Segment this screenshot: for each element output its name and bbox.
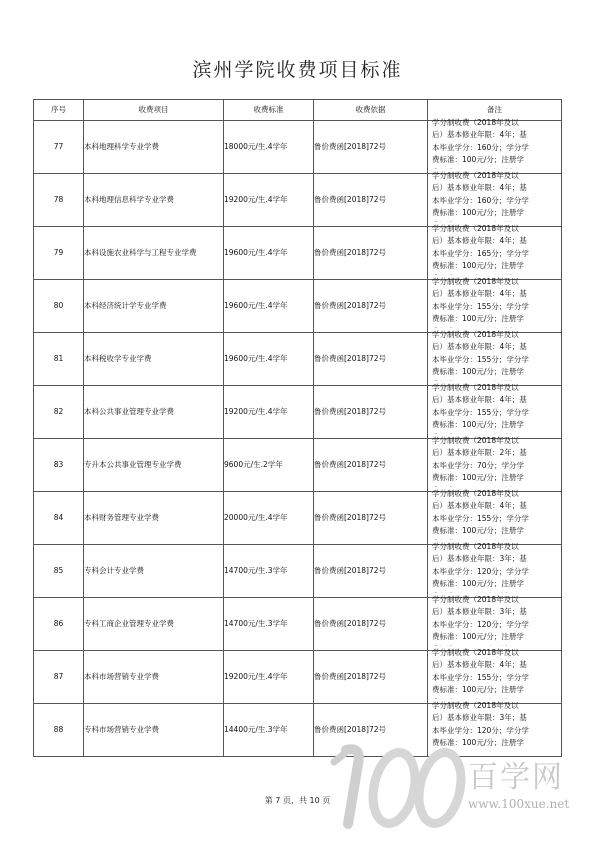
cell-standard: 9600元/生.2学年 [224, 439, 314, 492]
cell-remark [428, 330, 562, 386]
table-row [34, 598, 562, 651]
cell-no: 78 [34, 174, 84, 227]
table-body [34, 118, 562, 757]
cell-no: 85 [34, 545, 84, 598]
cell-basis: 鲁价费函[2018]72号 [314, 227, 428, 280]
cell-no: 77 [34, 121, 84, 174]
table-row [34, 280, 562, 333]
cell-item: 本科财务管理专业学费 [84, 492, 224, 545]
fee-table [33, 99, 562, 757]
watermark-100-logo-icon [328, 742, 468, 832]
header-no: 序号 [34, 100, 84, 121]
cell-standard: 14700元/生.3学年 [224, 545, 314, 598]
cell-basis: 鲁价费函[2018]72号 [314, 439, 428, 492]
remark-line: 费标准：100元/分；注册学 [432, 473, 524, 483]
remark-line: 学分制收费（2018年及以 [432, 224, 519, 233]
table-row [34, 227, 562, 280]
remark-line: 学分制收费（2018年及以 [432, 171, 519, 180]
remark-line: 后）基本修业年限：3年；基 [432, 607, 527, 617]
table-row [34, 121, 562, 174]
cell-item: 专科工商企业管理专业学费 [84, 598, 224, 651]
remark-line: 费标准：100元/分；注册学 [432, 738, 524, 748]
watermark-url: www.100xue.net [468, 797, 570, 811]
table-row [34, 651, 562, 704]
header-remark: 备注 [428, 100, 562, 121]
cell-no: 84 [34, 492, 84, 545]
remark-line [432, 379, 557, 381]
remark-line: 费标准：100元/分；注册学 [432, 420, 524, 430]
cell-remark [428, 224, 562, 280]
remark-line [432, 644, 557, 646]
cell-basis: 鲁价费函[2018]72号 [314, 280, 428, 333]
header-basis: 收费依据 [314, 100, 428, 121]
cell-no: 88 [34, 704, 84, 757]
watermark [328, 742, 590, 832]
remark-line: 学分制收费（2018年及以 [432, 489, 519, 498]
cell-no: 79 [34, 227, 84, 280]
cell-item: 专升本公共事业管理专业学费 [84, 439, 224, 492]
remark-line [432, 538, 557, 540]
cell-standard: 19200元/生.4学年 [224, 651, 314, 704]
cell-remark [428, 436, 562, 492]
remark-line: 本毕业学分：155分；学分学 [432, 407, 529, 417]
table-row [34, 545, 562, 598]
remark-line: 本毕业学分：155分；学分学 [432, 672, 529, 682]
remark-line: 学分制收费（2018年及以 [432, 383, 519, 392]
cell-item: 本科设施农业科学与工程专业学费 [84, 227, 224, 280]
remark-line: 本毕业学分：155分；学分学 [432, 513, 529, 523]
page-title: 滨州学院收费项目标准 [192, 59, 403, 81]
remark-line: 学分制收费（2018年及以 [432, 542, 519, 551]
remark-line: 费标准：100元/分；注册学 [432, 155, 524, 165]
remark-line: 费标准：100元/分；注册学 [432, 208, 524, 218]
cell-item: 本科税收学专业学费 [84, 333, 224, 386]
cell-no: 81 [34, 333, 84, 386]
remark-line: 学分制收费（2018年及以 [432, 277, 519, 286]
remark-line [432, 273, 557, 275]
remark-line: 费标准：100元/分；注册学 [432, 314, 524, 324]
cell-remark [428, 118, 562, 174]
cell-basis: 鲁价费函[2018]72号 [314, 386, 428, 439]
cell-no: 87 [34, 651, 84, 704]
cell-remark [428, 171, 562, 227]
remark-line: 本毕业学分：120分；学分学 [432, 725, 529, 735]
cell-remark [428, 595, 562, 651]
remark-line: 后）基本修业年限：4年；基 [432, 660, 527, 670]
remark-line: 本毕业学分：160分；学分学 [432, 142, 529, 152]
cell-standard: 14700元/生.3学年 [224, 598, 314, 651]
cell-no: 80 [34, 280, 84, 333]
remark-line [432, 326, 557, 328]
remark-line: 后）基本修业年限：4年；基 [432, 130, 527, 140]
cell-no: 83 [34, 439, 84, 492]
cell-standard: 19600元/生.4学年 [224, 280, 314, 333]
cell-item: 专科会计专业学费 [84, 545, 224, 598]
cell-standard: 19600元/生.4学年 [224, 333, 314, 386]
remark-line: 后）基本修业年限：4年；基 [432, 395, 527, 405]
remark-line: 本毕业学分：120分；学分学 [432, 619, 529, 629]
cell-remark [428, 277, 562, 333]
remark-line: 学分制收费（2018年及以 [432, 595, 519, 604]
remark-line: 费标准：100元/分；注册学 [432, 261, 524, 271]
cell-item: 本科公共事业管理专业学费 [84, 386, 224, 439]
cell-standard: 20000元/生.4学年 [224, 492, 314, 545]
cell-remark [428, 383, 562, 439]
remark-line: 本毕业学分：165分；学分学 [432, 248, 529, 258]
remark-line: 本毕业学分：120分；学分学 [432, 566, 529, 576]
remark-line [432, 167, 557, 169]
watermark-site-name: 百学网 [468, 760, 564, 795]
table-row [34, 386, 562, 439]
remark-line: 学分制收费（2018年及以 [432, 648, 519, 657]
cell-basis: 鲁价费函[2018]72号 [314, 545, 428, 598]
remark-line: 后）基本修业年限：4年；基 [432, 236, 527, 246]
page-footer: 第 7 页，共 10 页 [264, 796, 331, 805]
cell-basis: 鲁价费函[2018]72号 [314, 174, 428, 227]
cell-remark [428, 542, 562, 598]
remark-line: 后）基本修业年限：2年；基 [432, 448, 527, 458]
remark-line: 本毕业学分：70分；学分学 [432, 460, 525, 470]
remark-line: 学分制收费（2018年及以 [432, 701, 519, 710]
table-row [34, 439, 562, 492]
cell-standard: 19200元/生.4学年 [224, 174, 314, 227]
remark-line: 后）基本修业年限：4年；基 [432, 501, 527, 511]
cell-basis: 鲁价费函[2018]72号 [314, 333, 428, 386]
remark-line: 费标准：100元/分；注册学 [432, 526, 524, 536]
remark-line: 学分制收费（2018年及以 [432, 330, 519, 339]
remark-line: 后）基本修业年限：4年；基 [432, 289, 527, 299]
remark-line [432, 432, 557, 434]
header-item: 收费项目 [84, 100, 224, 121]
remark-line: 后）基本修业年限：3年；基 [432, 554, 527, 564]
cell-basis: 鲁价费函[2018]72号 [314, 704, 428, 757]
cell-basis: 鲁价费函[2018]72号 [314, 121, 428, 174]
remark-line: 费标准：100元/分；注册学 [432, 579, 524, 589]
remark-line: 本毕业学分：155分；学分学 [432, 354, 529, 364]
cell-remark [428, 489, 562, 545]
cell-remark [428, 648, 562, 704]
cell-item: 本科市场营销专业学费 [84, 651, 224, 704]
remark-line: 学分制收费（2018年及以 [432, 436, 519, 445]
remark-line [432, 591, 557, 593]
cell-standard: 19600元/生.4学年 [224, 227, 314, 280]
cell-item: 本科地理信息科学专业学费 [84, 174, 224, 227]
cell-standard: 19200元/生.4学年 [224, 386, 314, 439]
remark-line: 费标准：100元/分；注册学 [432, 685, 524, 695]
cell-item: 专科市场营销专业学费 [84, 704, 224, 757]
remark-line [432, 697, 557, 699]
remark-line: 后）基本修业年限：4年；基 [432, 183, 527, 193]
remark-line: 后）基本修业年限：4年；基 [432, 342, 527, 352]
table-row [34, 333, 562, 386]
remark-line: 本毕业学分：155分；学分学 [432, 301, 529, 311]
table-row [34, 492, 562, 545]
remark-line: 后）基本修业年限：3年；基 [432, 713, 527, 723]
remark-line: 本毕业学分：160分；学分学 [432, 195, 529, 205]
table-row [34, 174, 562, 227]
header-standard: 收费标准 [224, 100, 314, 121]
cell-item: 本科地理科学专业学费 [84, 121, 224, 174]
remark-line [432, 220, 557, 222]
cell-basis: 鲁价费函[2018]72号 [314, 651, 428, 704]
cell-basis: 鲁价费函[2018]72号 [314, 492, 428, 545]
cell-basis: 鲁价费函[2018]72号 [314, 598, 428, 651]
cell-standard: 14400元/生.3学年 [224, 704, 314, 757]
remark-line: 费标准：100元/分；注册学 [432, 632, 524, 642]
cell-standard: 18000元/生.4学年 [224, 121, 314, 174]
cell-no: 82 [34, 386, 84, 439]
cell-no: 86 [34, 598, 84, 651]
cell-item: 本科经济统计学专业学费 [84, 280, 224, 333]
remark-line [432, 485, 557, 487]
remark-line: 费标准：100元/分；注册学 [432, 367, 524, 377]
remark-line: 学分制收费（2018年及以 [432, 118, 519, 127]
